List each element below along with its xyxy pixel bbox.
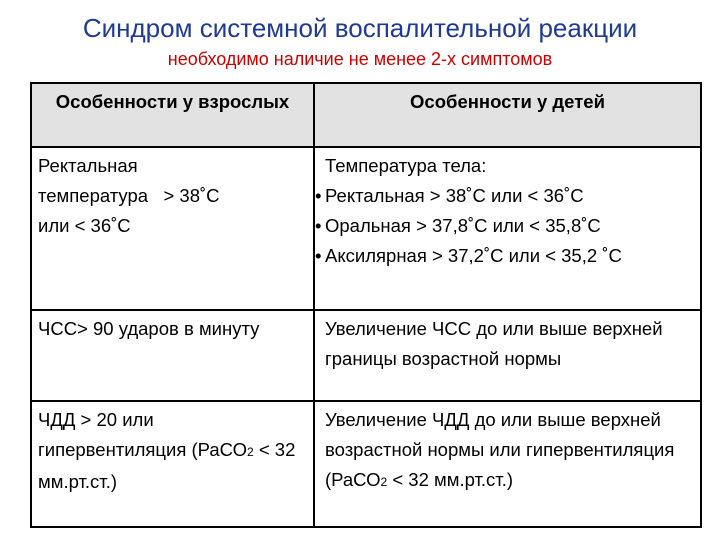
header-children: Особенности у детей — [314, 83, 701, 147]
sirs-criteria-table — [30, 82, 702, 528]
adult-rr-subscript: 2 — [247, 445, 254, 459]
adult-rr-text: ЧДД > 20 или гипервентиляция (РаСО — [38, 409, 248, 460]
child-rr-text-end: < 32 мм.рт.ст.) — [387, 469, 514, 490]
cell-child-resp-rate — [314, 401, 701, 527]
bullet-icon: • — [315, 185, 322, 206]
slide-subtitle: необходимо наличие не менее 2-х симптомов — [167, 49, 553, 69]
child-temp-oral: Оральная > 37,8˚С или < 35,8˚С — [325, 215, 601, 236]
cell-child-temperature — [314, 147, 701, 310]
header-adults: Особенности у взрослых — [31, 83, 314, 147]
child-rr-subscript: 2 — [380, 475, 388, 489]
child-rr-text: Увеличение ЧДД до или выше верхней возрастной нормы или гипервентиляция (РаСО — [325, 409, 675, 490]
list-item — [315, 211, 694, 241]
bullet-icon: • — [315, 215, 322, 236]
list-item — [315, 241, 694, 271]
adult-temp-line: Ректальная — [38, 155, 138, 176]
adult-rr-text-end: < 32 мм.рт.ст.) — [38, 439, 296, 492]
table-row — [31, 147, 701, 310]
child-temp-rectal: Ректальная > 38˚С или < 36˚С — [325, 185, 584, 206]
adult-temp-line: температура > 38˚С — [38, 185, 220, 206]
cell-adult-resp-rate — [31, 401, 314, 527]
child-temp-axillary: Аксилярная > 37,2˚С или < 35,2 ˚С — [325, 245, 622, 266]
list-item — [315, 181, 694, 211]
cell-adult-heart-rate: ЧСС> 90 ударов в минуту — [31, 310, 314, 401]
slide-title: Синдром системной воспалительной реакции — [82, 13, 638, 43]
table-row — [31, 401, 701, 527]
table-header-row — [31, 83, 701, 147]
child-temp-title: Температура тела: — [325, 155, 487, 176]
table-row — [31, 310, 701, 401]
adult-temp-line: или < 36˚С — [38, 215, 131, 236]
cell-child-heart-rate: Увеличение ЧСС до или выше верхней границы возрастной нормы — [314, 310, 701, 401]
bullet-icon: • — [315, 245, 322, 266]
cell-adult-temperature — [31, 147, 314, 310]
